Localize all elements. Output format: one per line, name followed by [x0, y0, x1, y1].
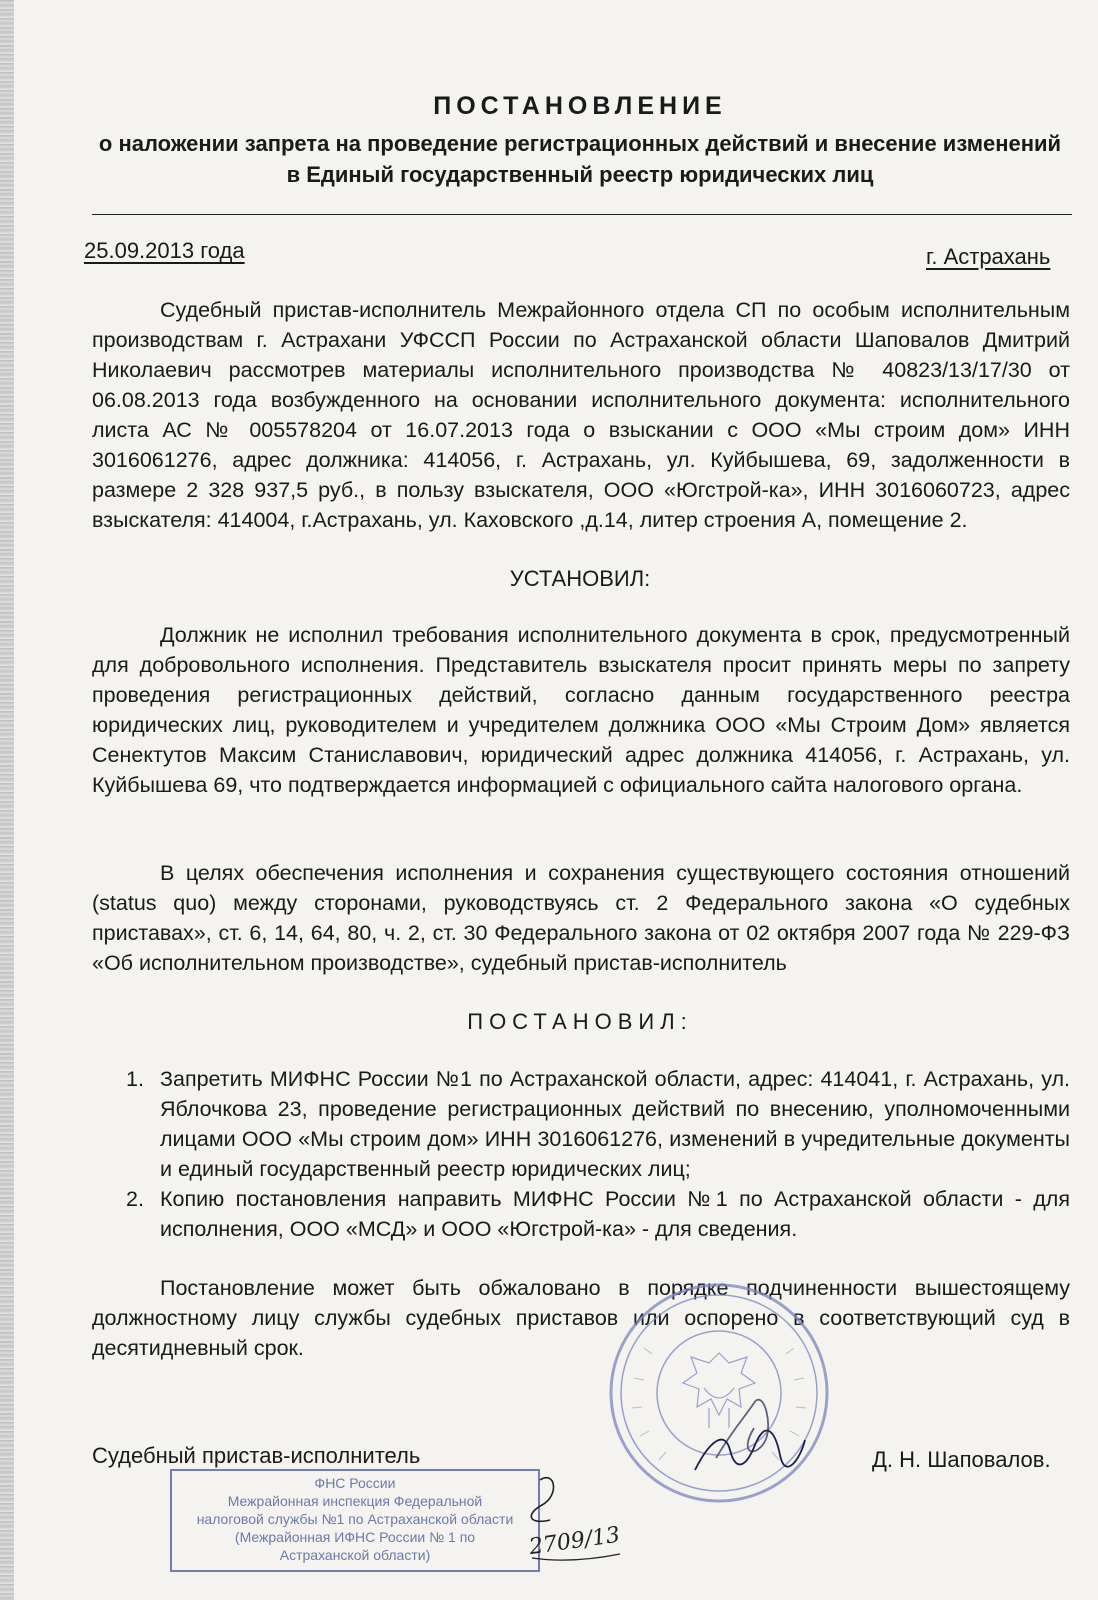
document-city: г. Астрахань: [926, 244, 1051, 269]
fns-received-stamp: [170, 1469, 540, 1572]
stamp-line: налоговой службы №1 по Астраханской области: [196, 1511, 514, 1527]
stamp-line: Астраханской области): [279, 1547, 431, 1563]
stamp-line: ФНС России: [314, 1475, 396, 1491]
signatory-name: Д. Н. Шаповалов.: [872, 1447, 1051, 1472]
signature-icon: [690, 1420, 810, 1480]
list-item: [92, 1064, 1070, 1184]
resolved-heading: ПОСТАНОВИЛ:: [467, 1009, 693, 1034]
subtitle-line-1: о наложении запрета на проведение регистрационных действий и внесение изменений: [98, 131, 1062, 156]
list-item-number: 2.: [126, 1187, 144, 1211]
stamp-line: (Межрайонная ИФНС России № 1 по: [234, 1529, 476, 1545]
list-item-number: 1.: [126, 1067, 144, 1091]
established-heading: УСТАНОВИЛ:: [509, 566, 651, 591]
resolution-list: [92, 1064, 1070, 1244]
handwritten-note-icon: [520, 1470, 630, 1580]
intro-paragraph: Судебный пристав-исполнитель Межрайонного отдела СП по особым исполнительным производствам г. Астрахани УФССП России по Астраханской области Шаповалов Дмитрий Николаевич рассмотрев материалы исполнительного производства № 40823/13/17/30 от 06.08.2013 года возбужденного на основании исполнительного документа: исполнительного листа АС № 005578204 от 16.07.2013 года о взыскании с ООО «Мы строим дом» ИНН 3016061276, адрес должника: 414056, г. Астрахань, ул. Куйбышева, 69, задолженности в размере 2 328 937,5 руб., в пользу взыскателя, ООО «Югстрой-ка», ИНН 3016060723, адрес взыскателя: 414004, г.Астрахань, ул. Каховского ,д.14, литер строения А, помещение 2.: [92, 298, 1070, 532]
established-paragraph: Должник не исполнил требования исполнительного документа в срок, предусмотренный для добровольного исполнения. Представитель взыскателя просит принять меры по запрету проведения регистрационных действий, согласно данным государственного реестра юридических лиц, руководителем и учредителем должника ООО «Мы Строим Дом» является Сенектутов Максим Станиславович, юридический адрес должника 414056, г. Астрахань, ул. Куйбышева 69, что подтверждается информацией с официального сайта налогового органа.: [92, 623, 1070, 797]
stamp-line: Межрайонная инспекция Федеральной: [227, 1493, 483, 1509]
document-date: 25.09.2013 года: [84, 238, 245, 263]
title-divider: [92, 214, 1072, 215]
purpose-paragraph: В целях обеспечения исполнения и сохранения существующего состояния отношений (status quo) между сторонами, руководствуясь ст. 2 Федерального закона «О судебных приставах», ст. 6, 14, 64, 80, ч. 2, ст. 30 Федерального закона от 02 октября 2007 года № 229-ФЗ «Об исполнительном производстве», судебный пристав-исполнитель: [92, 861, 1070, 975]
handwritten-note-text: 2709/13: [527, 1522, 622, 1561]
document-title: ПОСТАНОВЛЕНИЕ: [433, 92, 727, 120]
subtitle-line-2: в Единый государственный реестр юридических лиц: [286, 162, 874, 187]
appeal-paragraph: Постановление может быть обжаловано в порядке подчиненности вышестоящему должностному лицу службы судебных приставов или оспорено в соответствующий суд в десятидневный срок.: [92, 1276, 1070, 1360]
list-item: [92, 1184, 1070, 1244]
list-item-text: Запретить МИФНС России №1 по Астраханской области, адрес: 414041, г. Астрахань, ул. Яблочкова 23, проведение регистрационных действий по внесению, уполномоченными лицами ООО «Мы строим дом» ИНН 3016061276, изменений в учредительные документы и единый государственный реестр юридических лиц;: [160, 1067, 1070, 1181]
list-item-text: Копию постановления направить МИФНС России №1 по Астраханской области - для исполнения, ООО «МСД» и ООО «Югстрой-ка» - для сведения.: [160, 1187, 1070, 1241]
document-subtitle: [80, 128, 1080, 190]
signatory-role: Судебный пристав-исполнитель: [92, 1443, 421, 1468]
